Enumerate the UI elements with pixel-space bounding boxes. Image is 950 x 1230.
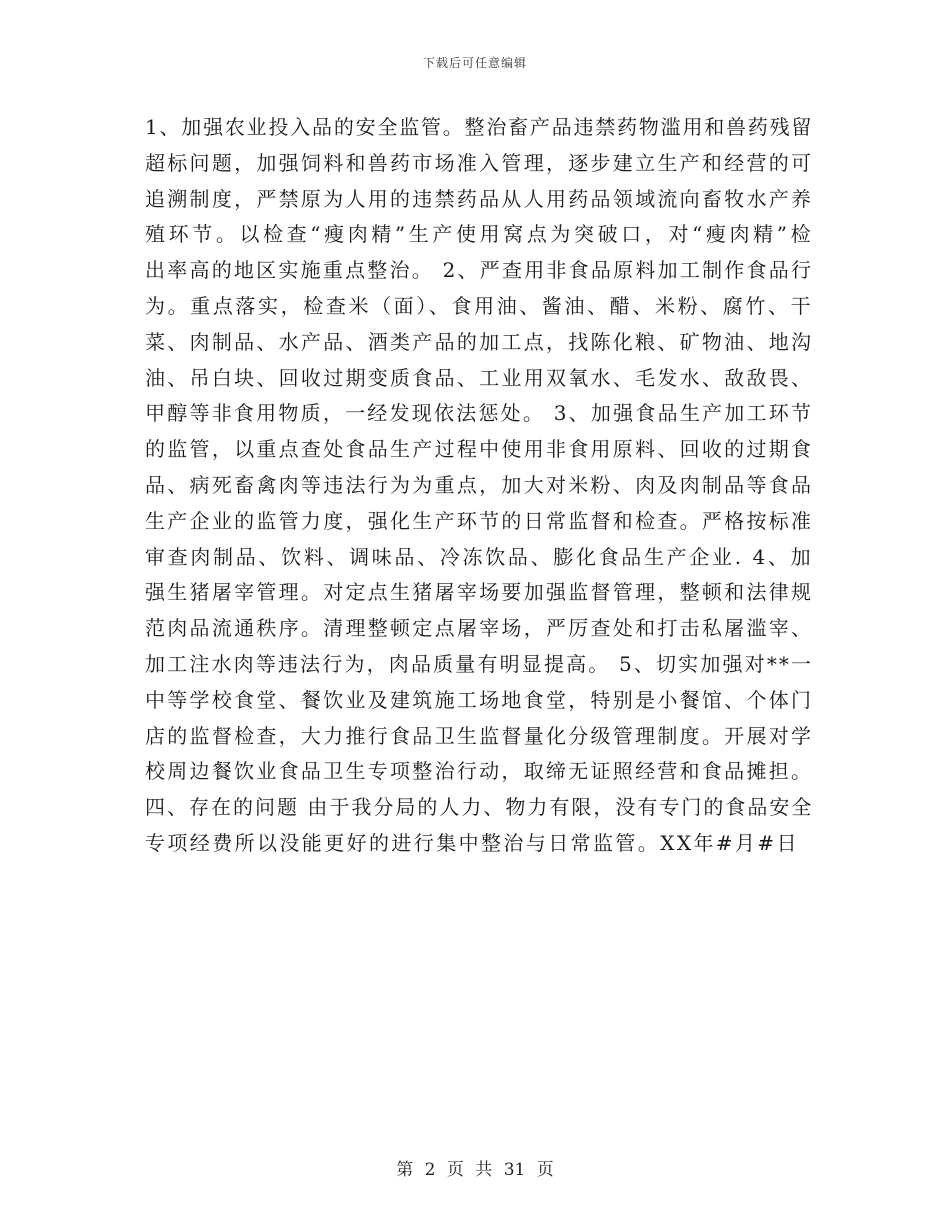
body-line: 生产企业的监管力度，强化生产环节的日常监督和检查。严格按标准	[145, 508, 813, 533]
page-footer: 第 2 页 共 31 页	[396, 1160, 554, 1180]
body-line: 殖环节。以检查“瘦肉精”生产使用窝点为突破口，对“瘦肉精”检	[145, 222, 813, 247]
body-line: 专项经费所以没能更好的进行集中整治与日常监管。XX年#月#日	[145, 830, 799, 855]
body-line: 油、吊白块、回收过期变质食品、工业用双氧水、毛发水、敌敌畏、	[145, 365, 813, 390]
body-line: 校周边餐饮业食品卫生专项整治行动，取缔无证照经营和食品摊担。	[145, 759, 813, 784]
body-line: 强生猪屠宰管理。对定点生猪屠宰场要加强监督管理，整顿和法律规	[145, 580, 813, 605]
body-line: 追溯制度，严禁原为人用的违禁药品从人用药品领域流向畜牧水产养	[145, 186, 813, 211]
body-line: 出率高的地区实施重点整治。 2、严查用非食品原料加工制作食品行	[145, 258, 813, 283]
body-line: 为。重点落实，检查米（面）、食用油、酱油、醋、米粉、腐竹、干	[145, 293, 813, 318]
body-line: 菜、肉制品、水产品、酒类产品的加工点，找陈化粮、矿物油、地沟	[145, 329, 813, 354]
body-line: 范肉品流通秩序。清理整顿定点屠宰场，严厉查处和打击私屠滥宰、	[145, 616, 813, 641]
body-line: 审查肉制品、饮料、调味品、冷冻饮品、膨化食品生产企业. 4、加	[145, 544, 813, 569]
page-header: 下载后可任意编辑	[422, 56, 527, 70]
body-line: 四、存在的问题 由于我分局的人力、物力有限，没有专门的食品安全	[145, 795, 814, 820]
document-body	[145, 110, 813, 862]
body-line: 的监管，以重点查处食品生产过程中使用非食用原料、回收的过期食	[145, 437, 813, 462]
body-line: 甲醇等非食用物质，一经发现依法惩处。 3、加强食品生产加工环节	[145, 401, 813, 426]
body-line: 加工注水肉等违法行为，肉品质量有明显提高。 5、切实加强对**一	[145, 651, 813, 676]
body-line: 品、病死畜禽肉等违法行为为重点，加大对米粉、肉及肉制品等食品	[145, 472, 813, 497]
body-line: 超标问题，加强饲料和兽药市场准入管理，逐步建立生产和经营的可	[145, 150, 813, 175]
body-line: 中等学校食堂、餐饮业及建筑施工场地食堂，特别是小餐馆、个体门	[145, 687, 813, 712]
body-line: 1、加强农业投入品的安全监管。整治畜产品违禁药物滥用和兽药残留	[145, 115, 813, 139]
body-line: 店的监督检查，大力推行食品卫生监督量化分级管理制度。开展对学	[145, 723, 813, 748]
